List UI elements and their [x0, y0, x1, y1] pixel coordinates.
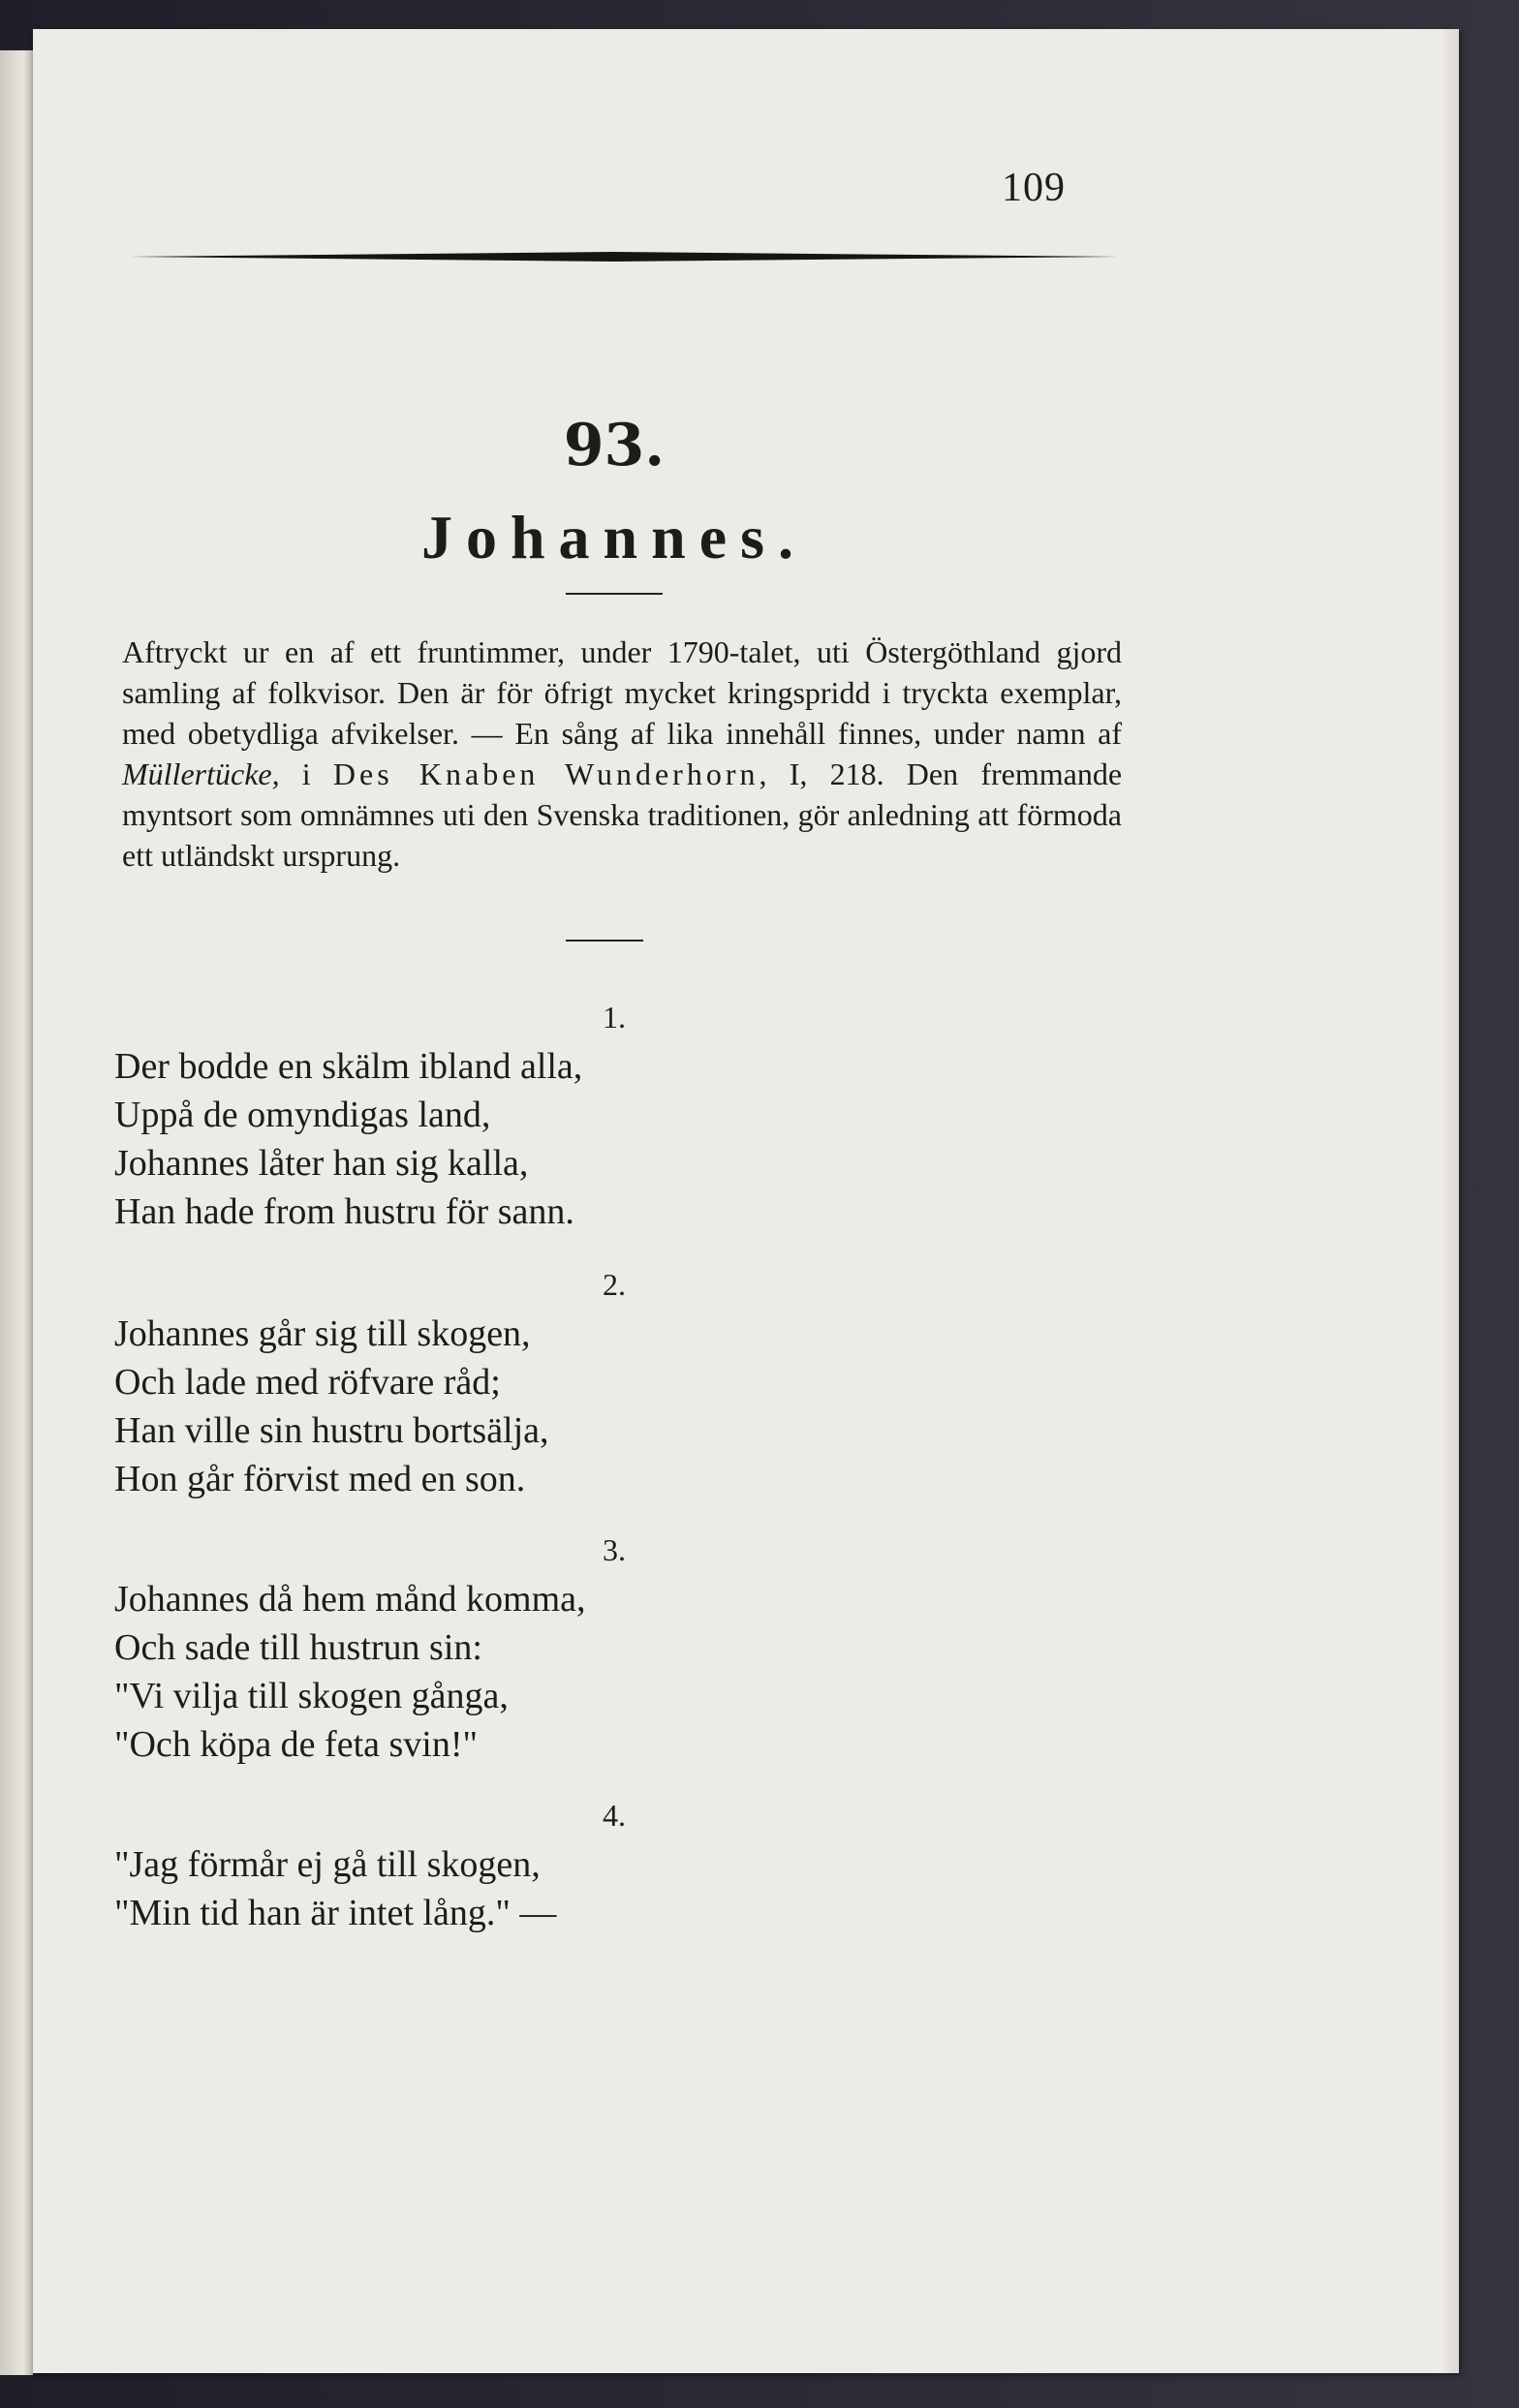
verse-line: Och sade till hustrun sin: [114, 1627, 482, 1668]
title-divider [566, 593, 663, 595]
verse-line: Och lade med röfvare råd; [114, 1362, 501, 1403]
verse-line: Johannes går sig till skogen, [114, 1313, 531, 1354]
stanza-number: 2. [603, 1267, 626, 1302]
stanza [114, 1310, 1141, 1503]
intro-text-3: , I, 218. Den fremmande myntsort som omnämnes uti den Svenska traditionen, gör anledning att förmoda ett utländskt ursprung. [122, 756, 1123, 873]
verse-line: Han hade from hustru för sann. [114, 1191, 574, 1232]
verse-line: "Jag förmår ej gå till skogen, [114, 1844, 541, 1885]
stanza [114, 1840, 1141, 1937]
stanza-number: 4. [603, 1798, 626, 1833]
verse-line: Han ville sin hustru bortsälja, [114, 1410, 549, 1451]
intro-source-title: Des Knaben Wunderhorn [332, 756, 760, 791]
book-spine [0, 50, 33, 2375]
verse-line: Hon går förvist med en son. [114, 1459, 526, 1499]
verse-line: Uppå de omyndigas land, [114, 1095, 491, 1135]
stanza-number: 3. [603, 1532, 626, 1567]
header-rule [130, 250, 1118, 263]
verse-line: Johannes låter han sig kalla, [114, 1143, 529, 1184]
verse-line: Der bodde en skälm ibland alla, [114, 1046, 583, 1087]
intro-text-2: i [279, 756, 333, 791]
intro-text-1: Aftryckt ur en af ett fruntimmer, under 1790-talet, uti Östergöthland gjord samling af folkvisor. Den är för öfrigt mycket kringspridd i tryckta exemplar, med obetydliga afvikelser. — En sång af lika innehåll finnes, under namn af [122, 634, 1122, 751]
stanza [114, 1042, 1141, 1236]
verse-line: Johannes då hem månd komma, [114, 1579, 586, 1620]
book-page [33, 29, 1459, 2373]
song-number: 93. [563, 412, 666, 479]
stanza [114, 1575, 1141, 1769]
verse-line: "Min tid han är intet lång." — [114, 1893, 557, 1933]
page-number: 109 [1002, 166, 1066, 210]
stanza-number: 1. [603, 1000, 626, 1034]
intro-paragraph [122, 632, 1122, 876]
intro-italic-title: Müllertücke, [122, 756, 280, 791]
page-edge [1443, 29, 1459, 2373]
song-title: Johannes. [420, 503, 808, 571]
intro-divider [566, 940, 643, 942]
verse-line: "Vi vilja till skogen gånga, [114, 1676, 509, 1716]
verse-line: "Och köpa de feta svin!" [114, 1724, 479, 1765]
